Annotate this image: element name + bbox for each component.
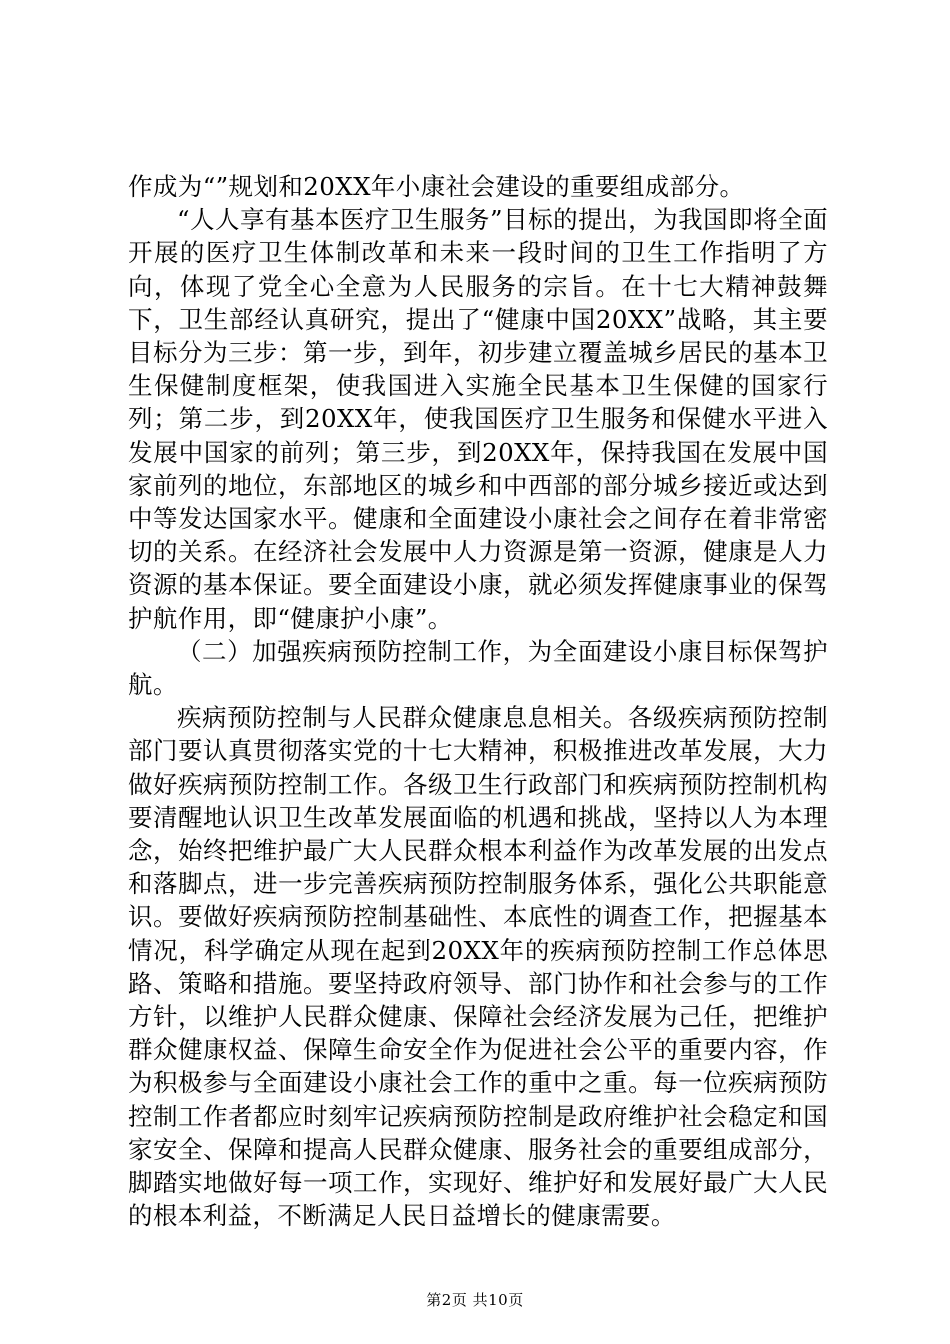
paragraph-continuation: 作成为“”规划和20XX年小康社会建设的重要组成部分。 — [128, 172, 745, 201]
section-heading-disease-control: （二）加强疾病预防控制工作，为全面建设小康目标保驾护航。 — [128, 636, 828, 700]
paragraph-disease-control: 疾病预防控制与人民群众健康息息相关。各级疾病预防控制部门要认真贯彻落实党的十七大精神，积极推进改革发展，大力做好疾病预防控制工作。各级卫生行政部门和疾病预防控制机构要清醒地认识卫生改革发展面临的机遇和挑战，坚持以人为本理念，始终把维护最广大人民群众根本利益作为改革发展的出发点和落脚点，进一步完善疾病预防控制服务体系，强化公共职能意识。要做好疾病预防控制基础性、本底性的调查工作，把握基本情况，科学确定从现在起到20XX年的疾病预防控制工作总体思路、策略和措施。要坚持政府领导、部门协作和社会参与的工作方针，以维护人民群众健康、保障社会经济发展为己任，把维护群众健康权益、保障生命安全作为促进社会公平的重要内容，作为积极参与全面建设小康社会工作的重中之重。每一位疾病预防控制工作者都应时刻牢记疾病预防控制是政府维护社会稳定和国家安全、保障和提高人民群众健康、服务社会的重要组成部分，脚踏实地做好每一项工作，实现好、维护好和发展好最广大人民的根本利益，不断满足人民日益增长的健康需要。 — [128, 703, 828, 1231]
paragraph-health-strategy: “人人享有基本医疗卫生服务”目标的提出，为我国即将全面开展的医疗卫生体制改革和未来一段时间的卫生工作指明了方向，体现了党全心全意为人民服务的宗旨。在十七大精神鼓舞下，卫生部经认真研究，提出了“健康中国20XX”战略，其主要目标分为三步：第一步，到年，初步建立覆盖城乡居民的基本卫生保健制度框架，使我国进入实施全民基本卫生保健的国家行列；第二步，到20XX年，使我国医疗卫生服务和保健水平进入发展中国家的前列；第三步，到20XX年，保持我国在发展中国家前列的地位，东部地区的城乡和中西部的部分城乡接近或达到中等发达国家水平。健康和全面建设小康社会之间存在着非常密切的关系。在经济社会发展中人力资源是第一资源，健康是人力资源的基本保证。要全面建设小康，就必须发挥健康事业的保驾护航作用，即“健康护小康”。 — [128, 205, 828, 633]
page-number-footer: 第2页 共10页 — [426, 1291, 524, 1309]
document-body — [128, 170, 828, 1233]
